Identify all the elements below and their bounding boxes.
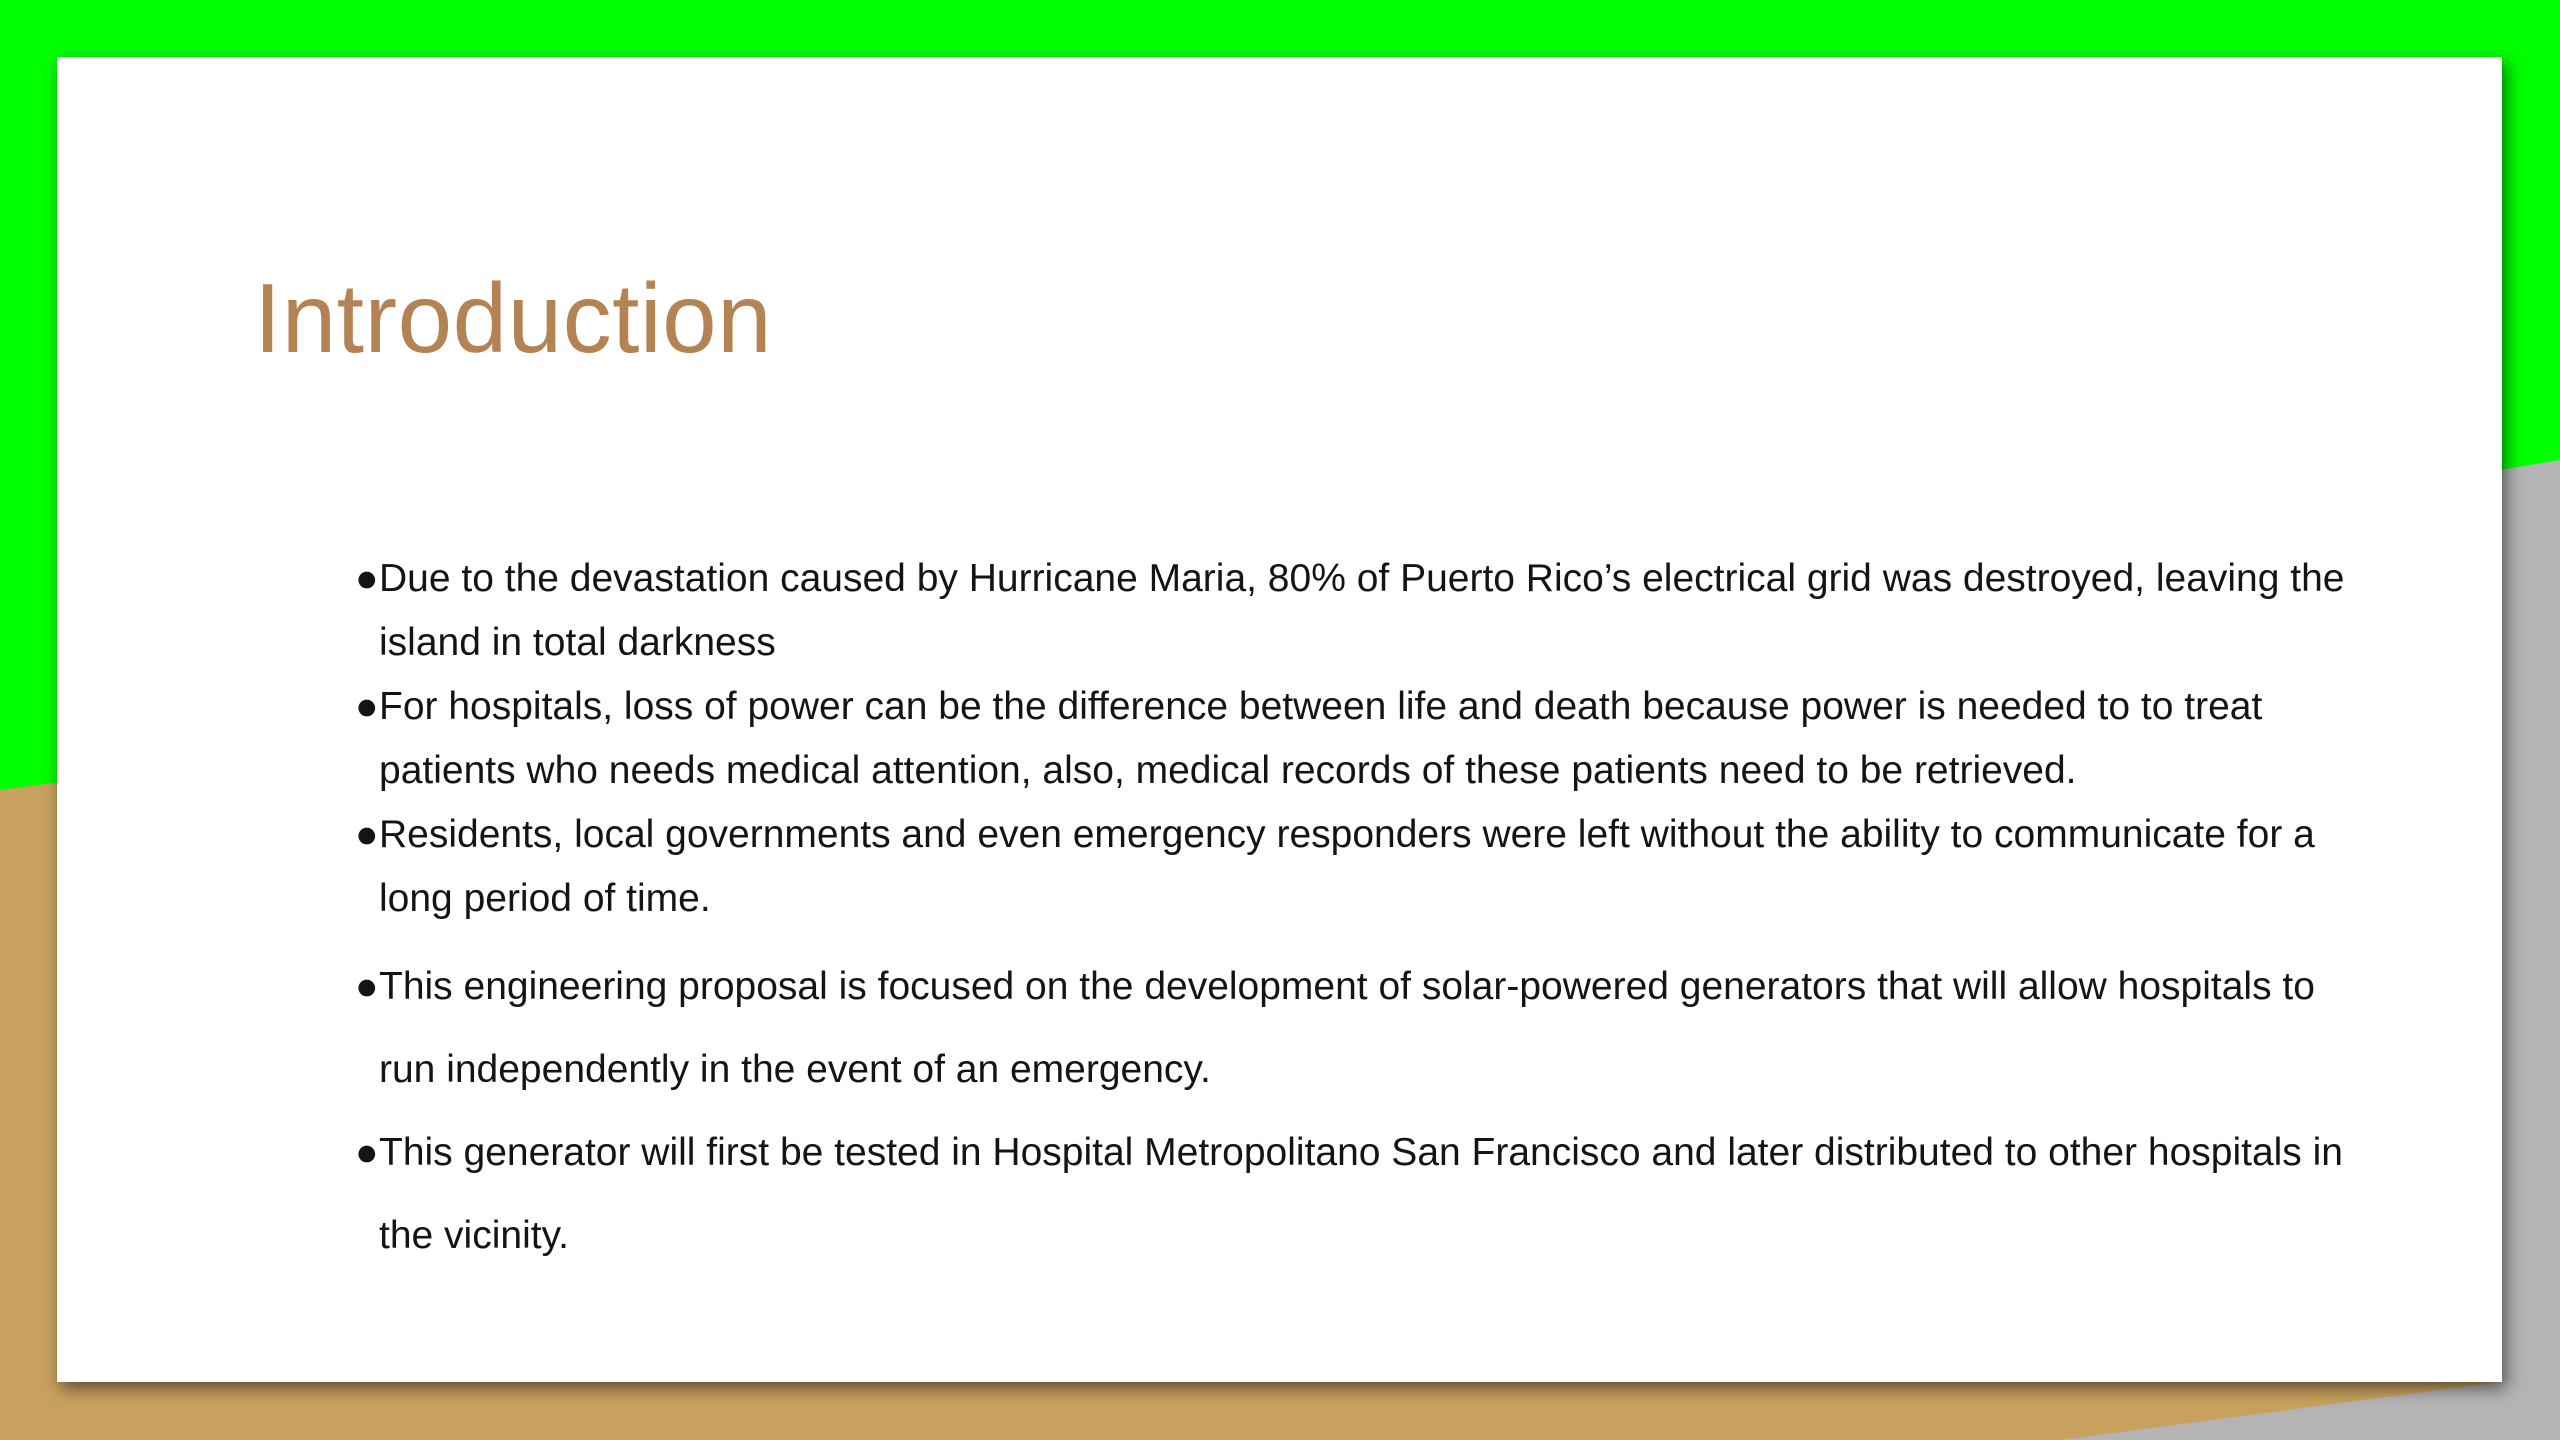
bullet-text: This engineering proposal is focused on the development of solar-powered generators that will allow hospitals to run independently in the event of an emergency. <box>379 965 2315 1091</box>
bullet-item <box>293 547 2373 675</box>
bullet-item <box>293 1111 2373 1277</box>
slide-content <box>57 57 2502 1382</box>
bullet-list <box>293 547 2373 1277</box>
bullet-item <box>293 675 2373 803</box>
bullet-dot-icon: ● <box>355 813 379 856</box>
bullet-dot-icon: ● <box>355 1131 379 1174</box>
bullet-item <box>293 803 2373 931</box>
bullet-text: Residents, local governments and even emergency responders were left without the ability to communicate for a long period of time. <box>379 813 2315 920</box>
bullet-dot-icon: ● <box>355 965 379 1008</box>
bullet-text: For hospitals, loss of power can be the difference between life and death because power is needed to to treat patients who needs medical attention, also, medical records of these patients need to be retrieved. <box>379 685 2263 792</box>
slide-title: Introduction <box>254 263 773 373</box>
bullet-text: Due to the devastation caused by Hurricane Maria, 80% of Puerto Rico’s electrical grid was destroyed, leaving the island in total darkness <box>379 557 2345 664</box>
bullet-text: This generator will first be tested in Hospital Metropolitano San Francisco and later distributed to other hospitals in the vicinity. <box>379 1131 2343 1257</box>
bullet-dot-icon: ● <box>355 685 379 728</box>
bullet-item <box>293 945 2373 1111</box>
bullet-dot-icon: ● <box>355 557 379 600</box>
